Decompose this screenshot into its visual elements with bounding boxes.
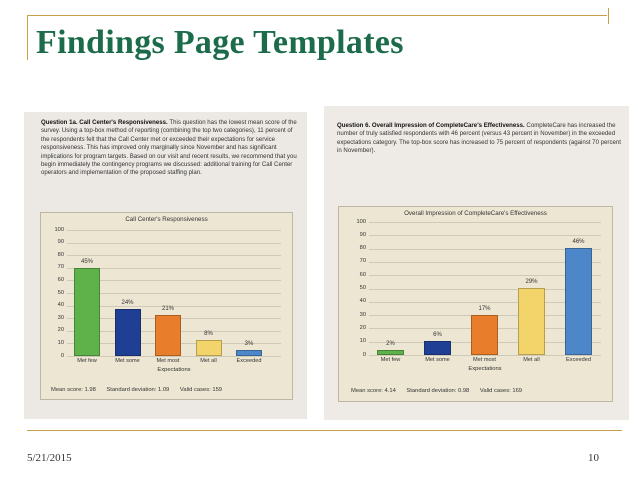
right-std-deviation: Standard deviation: 0.98 <box>406 388 470 394</box>
footer-rule <box>27 430 622 431</box>
bar <box>565 248 592 355</box>
bar-data-label: 24% <box>121 300 134 307</box>
left-paragraph <box>41 119 297 178</box>
right-question-body: CompleteCare has increased the number of truly satisfied respondents with 46 percent (versus 43 percent in November) in the exceeded expectations category. The top-box score has increased to 75 percent of respondents (against 70 percent in November). <box>337 122 621 155</box>
y-gridline <box>369 222 601 223</box>
y-tick-label: 30 <box>57 314 64 321</box>
left-valid-cases: Valid cases: 159 <box>179 387 223 393</box>
bar <box>115 309 141 356</box>
left-chart-title: Call Center's Responsiveness <box>125 216 208 223</box>
x-category-label: Met few <box>77 358 97 364</box>
bar-data-label: 17% <box>478 306 491 313</box>
y-tick-label: 100 <box>356 218 366 225</box>
y-gridline <box>67 255 281 256</box>
x-category-label: Exceeded <box>566 357 591 363</box>
y-gridline <box>369 355 601 356</box>
right-paragraph <box>337 122 621 156</box>
bar <box>74 268 100 356</box>
y-tick-label: 10 <box>359 338 366 345</box>
left-mean-score: Mean score: 1.98 <box>51 387 96 393</box>
bar-data-label: 2% <box>386 341 395 348</box>
bar-data-label: 46% <box>572 238 585 245</box>
y-tick-label: 40 <box>359 298 366 305</box>
bar <box>236 350 262 356</box>
left-question-heading: Question 1a. Call Center's Responsiveness. <box>41 119 168 126</box>
bar-data-label: 6% <box>433 332 442 339</box>
left-std-deviation: Standard deviation: 1.09 <box>106 387 170 393</box>
x-axis-title: Expectations <box>157 367 191 373</box>
y-gridline <box>67 230 281 231</box>
bar <box>424 341 451 355</box>
y-tick-label: 70 <box>57 264 64 271</box>
left-chart-stats <box>51 387 231 393</box>
left-question-body: This question has the lowest mean score of the survey. Using a top-box method of reporting (combining the top two categories), 11 percent of the respondents felt that the Call Center met or exceeded their expectations for service responsiveness. This has improved only marginally since November and has significant implications for program targets. Based on our visit and recent results, we recommend that you begin immediately the contingency programs we discussed: additional training for Call Center operators and implementation of the proposed staffing plan. <box>41 119 297 177</box>
x-category-label: Met some <box>115 358 140 364</box>
y-tick-label: 0 <box>362 351 366 358</box>
title-frame-left-rule <box>27 16 28 60</box>
bar <box>155 315 181 356</box>
right-chart-title: Overall Impression of CompleteCare's Effectiveness <box>404 210 547 217</box>
y-tick-label: 40 <box>57 302 64 309</box>
slide-title: Findings Page Templates <box>36 24 404 61</box>
x-category-label: Met some <box>425 357 450 363</box>
bar <box>471 315 498 355</box>
y-tick-label: 50 <box>359 285 366 291</box>
bar-data-label: 29% <box>525 278 538 285</box>
title-frame-top-rule <box>27 15 607 16</box>
x-category-label: Met most <box>156 358 180 364</box>
bar-data-label: 45% <box>80 259 93 266</box>
bar <box>196 340 222 356</box>
y-tick-label: 20 <box>57 327 64 334</box>
y-tick-label: 50 <box>57 289 64 296</box>
left-chart <box>40 212 293 400</box>
y-tick-label: 60 <box>359 271 366 278</box>
x-category-label: Met all <box>200 358 217 364</box>
bar-data-label: 8% <box>204 331 213 338</box>
left-scanned-page <box>24 112 307 419</box>
right-mean-score: Mean score: 4.14 <box>351 388 396 394</box>
right-scanned-page <box>324 106 629 420</box>
y-tick-label: 90 <box>359 231 366 238</box>
y-tick-label: 20 <box>359 324 366 331</box>
y-tick-label: 10 <box>57 339 64 346</box>
y-tick-label: 80 <box>57 251 64 258</box>
y-tick-label: 80 <box>359 245 366 252</box>
bar <box>518 288 545 355</box>
right-question-heading: Question 6. Overall Impression of CompleteCare's Effectiveness. <box>337 122 525 129</box>
y-tick-label: 100 <box>54 226 64 233</box>
right-chart-stats <box>351 388 531 394</box>
right-valid-cases: Valid cases: 169 <box>479 388 523 394</box>
y-tick-label: 0 <box>60 352 64 359</box>
bar-data-label: 3% <box>244 341 254 348</box>
y-tick-label: 30 <box>359 311 366 318</box>
y-gridline <box>67 243 281 244</box>
bar <box>377 350 404 355</box>
x-axis-title: Expectations <box>468 366 502 372</box>
title-frame-right-tick <box>608 8 609 24</box>
bar-data-label: 21% <box>161 305 174 312</box>
footer-date: 5/21/2015 <box>27 452 72 464</box>
x-category-label: Met all <box>523 357 540 363</box>
x-category-label: Met most <box>472 357 496 363</box>
y-gridline <box>67 356 281 357</box>
page-number: 10 <box>588 452 599 464</box>
y-tick-label: 90 <box>57 239 64 246</box>
right-chart <box>338 206 613 402</box>
x-category-label: Met few <box>380 357 401 363</box>
y-tick-label: 70 <box>359 258 366 265</box>
y-gridline <box>369 235 601 236</box>
y-tick-label: 60 <box>57 276 64 283</box>
x-category-label: Exceeded <box>236 358 262 364</box>
